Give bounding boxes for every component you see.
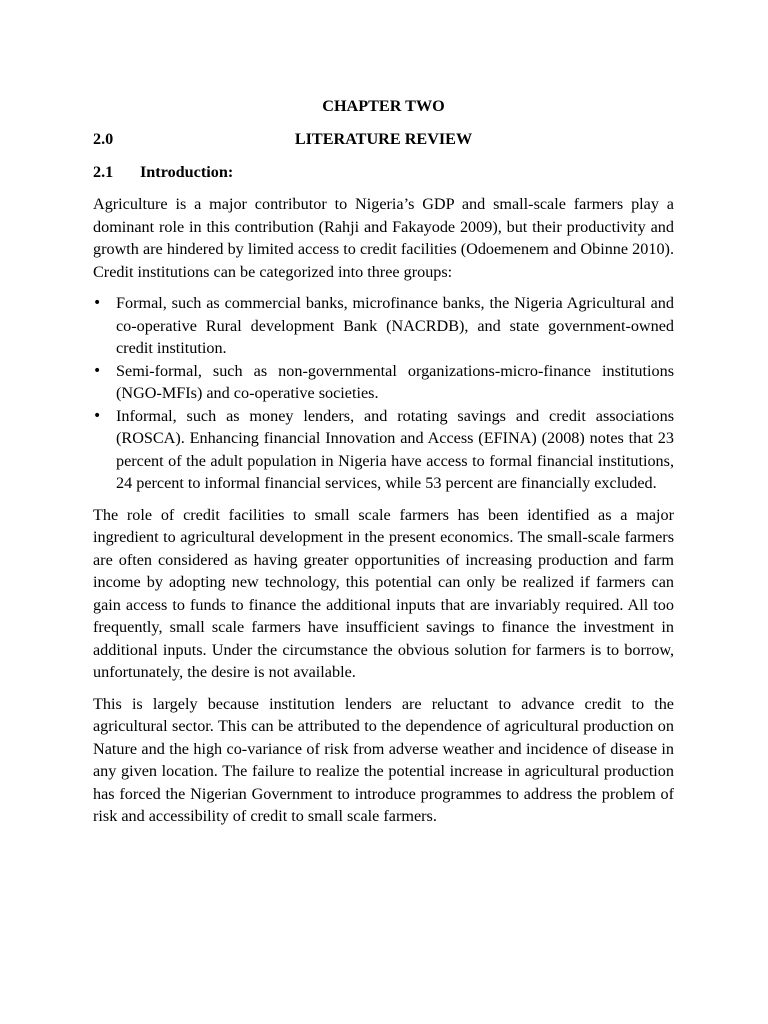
- intro-paragraph: Agriculture is a major contributor to Nigeria’s GDP and small-scale farmers play a dominant role in this contribution (Rahji and Fakayode 2009), but their productivity and growth are hindered by limited access to credit facilities (Odoemenem and Obinne 2010). Credit institutions can be categorized into three groups:: [93, 195, 674, 281]
- list-item-text: Formal, such as commercial banks, microfinance banks, the Nigeria Agricultural and co-operative Rural development Bank (NACRDB), and state government-owned credit institution.: [116, 294, 674, 357]
- bullet-icon: •: [93, 407, 102, 424]
- list-item: [93, 405, 674, 495]
- credit-institution-list: [93, 292, 674, 495]
- section-number: 2.0: [93, 130, 114, 148]
- list-item-text: Semi-formal, such as non-governmental organizations-micro-finance institutions (NGO-MFIs) and co-operative societies.: [116, 361, 674, 402]
- subsection-heading: [93, 160, 674, 184]
- bullet-icon: •: [93, 295, 102, 311]
- section-heading: [93, 127, 674, 151]
- bullet-icon: •: [93, 362, 102, 379]
- list-item: [93, 292, 674, 360]
- largely-paragraph: This is largely because institution lenders are reluctant to advance credit to the agricultural sector. This can be attributed to the dependence of agricultural production on Nature and the high co-variance of risk from adverse weather and incidence of disease in any given location. The failure to realize the potential increase in agricultural production has forced the Nigerian Government to introduce programmes to address the problem of risk and accessibility of credit to small scale farmers.: [93, 694, 674, 825]
- subsection-title: Introduction:: [140, 163, 234, 181]
- subsection-number: 2.1: [93, 163, 114, 181]
- chapter-title: CHAPTER TWO: [322, 97, 445, 115]
- list-item-text: Informal, such as money lenders, and rotating savings and credit associations (ROSCA). Enhancing financial Innovation and Access (EFINA) (2008) notes that 23 percent of the adult population in Nigeria have access to formal financial institutions, 24 percent to informal financial services, while 53 percent are financially excluded.: [116, 406, 674, 492]
- list-item: [93, 360, 674, 405]
- section-title: LITERATURE REVIEW: [294, 130, 473, 148]
- role-paragraph: The role of credit facilities to small scale farmers has been identified as a major ingredient to agricultural development in the present economics. The small-scale farmers are often considered as having greater opportunities of increasing production and farm income by adopting new technology, this potential can only be realized if farmers can gain access to funds to finance the additional inputs that are invariably required. All too frequently, small scale farmers have insufficient savings to finance the investment in additional inputs. Under the circumstance the obvious solution for farmers is to borrow, unfortunately, the desire is not available.: [93, 505, 674, 681]
- document-page: [93, 94, 674, 828]
